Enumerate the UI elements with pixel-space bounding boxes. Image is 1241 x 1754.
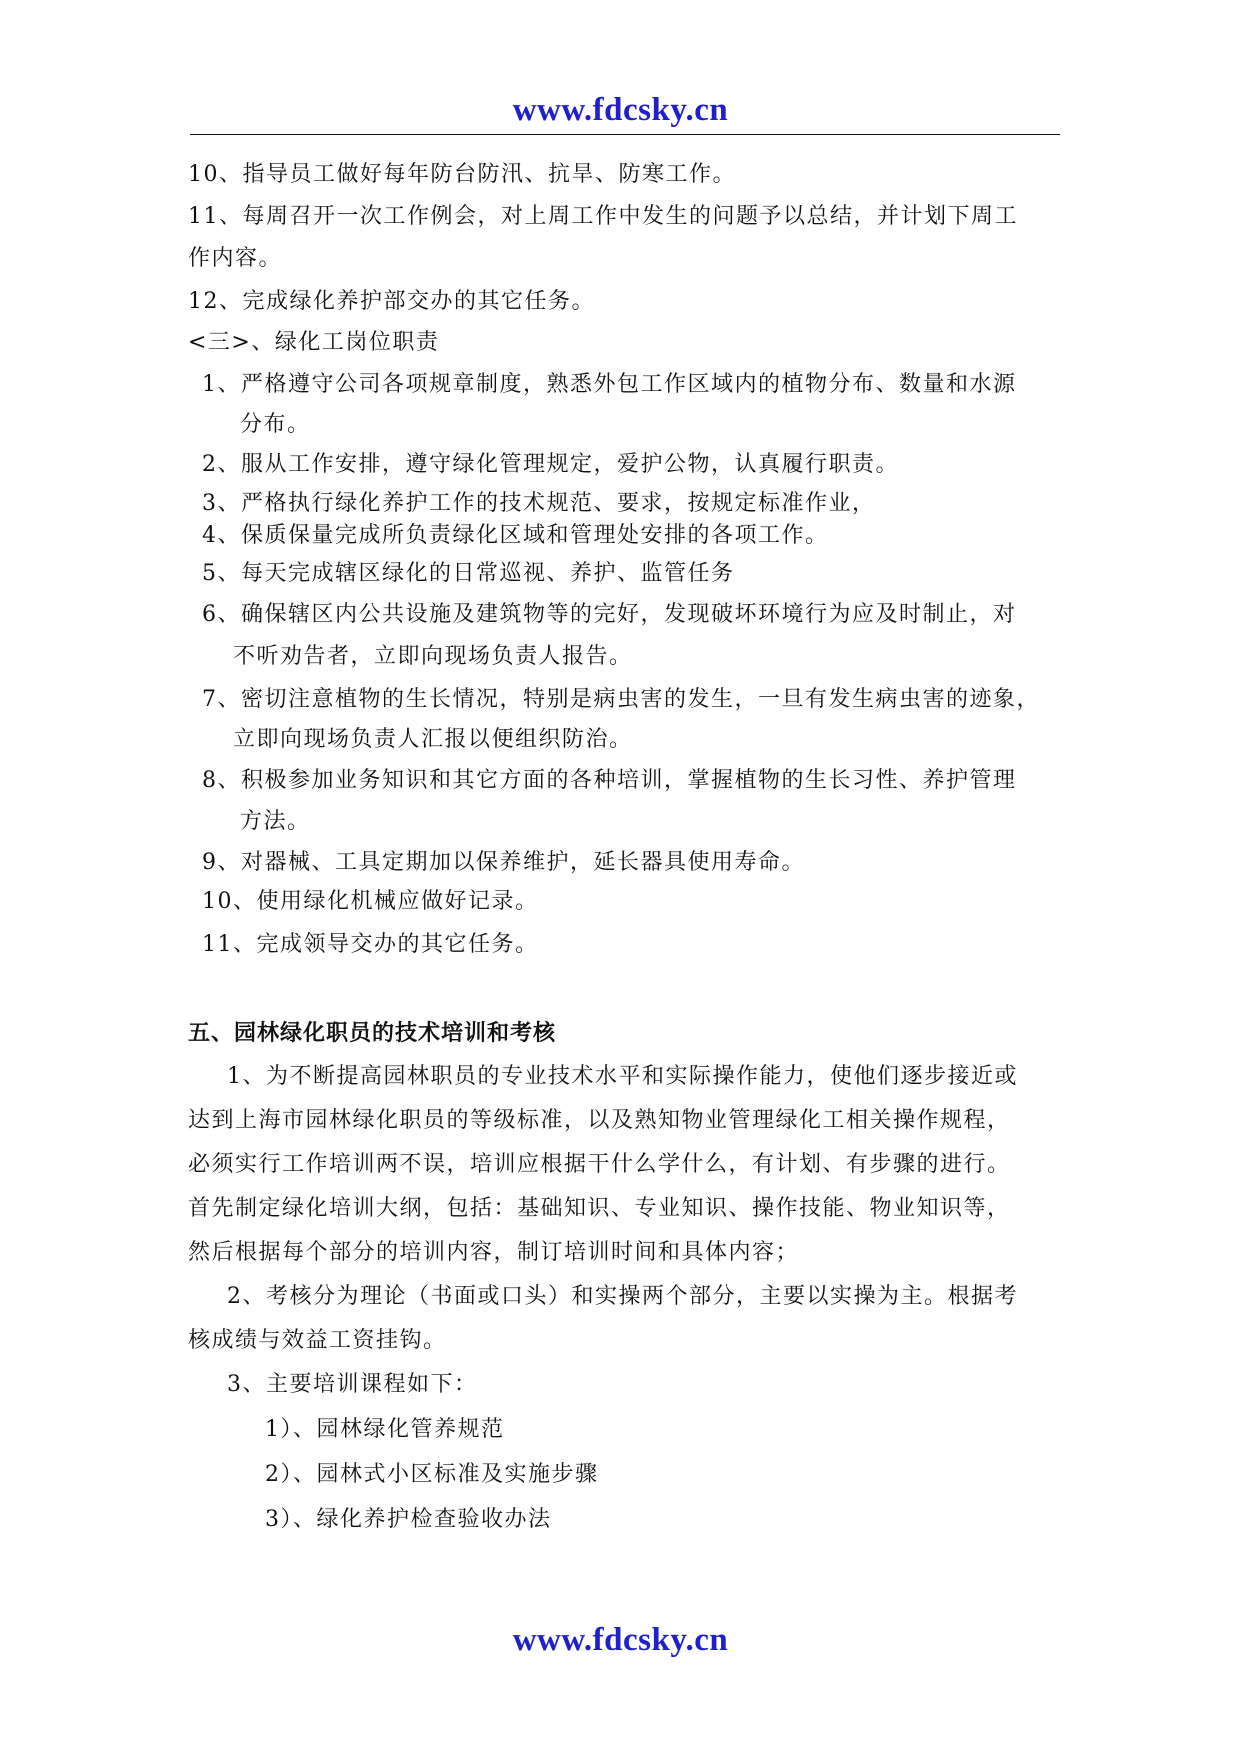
header-site-link[interactable]: www.fdcsky.cn <box>512 92 729 128</box>
course-item: 2）、园林式小区标准及实施步骤 <box>265 1462 599 1487</box>
paragraph-line: 达到上海市园林绿化职员的等级标准，以及熟知物业管理绿化工相关操作规程， <box>188 1108 1011 1133</box>
list-item: 2、服从工作安排，遵守绿化管理规定，爱护公物，认真履行职责。 <box>202 452 899 477</box>
list-item: 3、严格执行绿化养护工作的技术规范、要求，按规定标准作业， <box>202 491 876 516</box>
paragraph-line: 必须实行工作培训两不误，培训应根据干什么学什么，有计划、有步骤的进行。 <box>188 1152 1011 1177</box>
course-item: 1）、园林绿化管养规范 <box>265 1417 505 1442</box>
list-item: 7、密切注意植物的生长情况，特别是病虫害的发生，一旦有发生病虫害的迹象， <box>202 687 1040 712</box>
list-item-continuation: 作内容。 <box>188 246 283 271</box>
list-item: 4、保质保量完成所负责绿化区域和管理处安排的各项工作。 <box>202 523 829 548</box>
paragraph-line: 3、主要培训课程如下： <box>227 1372 478 1397</box>
course-item: 3）、绿化养护检查验收办法 <box>265 1507 552 1532</box>
list-item: 9、对器械、工具定期加以保养维护，延长器具使用寿命。 <box>202 850 805 875</box>
list-item: 12、完成绿化养护部交办的其它任务。 <box>188 289 595 314</box>
list-item: 11、每周召开一次工作例会，对上周工作中发生的问题予以总结，并计划下周工 <box>188 204 1018 229</box>
list-item-continuation: 不听劝告者，立即向现场负责人报告。 <box>233 644 633 669</box>
list-item: 10、指导员工做好每年防台防汛、抗旱、防寒工作。 <box>188 162 736 187</box>
paragraph-line: 2、考核分为理论（书面或口头）和实操两个部分，主要以实操为主。根据考 <box>227 1284 1018 1309</box>
section-heading: 五、园林绿化职员的技术培训和考核 <box>188 1020 557 1046</box>
paragraph-line: 核成绩与效益工资挂钩。 <box>188 1328 447 1353</box>
header-divider <box>190 134 1060 135</box>
list-item: 11、完成领导交办的其它任务。 <box>202 932 539 957</box>
list-item-continuation: 方法。 <box>240 809 311 834</box>
list-item-continuation: 立即向现场负责人汇报以便组织防治。 <box>233 727 633 752</box>
list-item: 1、严格遵守公司各项规章制度，熟悉外包工作区域内的植物分布、数量和水源 <box>202 372 1017 397</box>
paragraph-line: 1、为不断提高园林职员的专业技术水平和实际操作能力，使他们逐步接近或 <box>227 1064 1018 1089</box>
list-item: 10、使用绿化机械应做好记录。 <box>202 889 539 914</box>
list-item: 5、每天完成辖区绿化的日常巡视、养护、监管任务 <box>202 561 735 586</box>
footer-site-link[interactable]: www.fdcsky.cn <box>512 1622 729 1658</box>
section-subheading: <三>、绿化工岗位职责 <box>188 330 440 355</box>
paragraph-line: 首先制定绿化培训大纲，包括：基础知识、专业知识、操作技能、物业知识等， <box>188 1196 1011 1221</box>
list-item: 6、确保辖区内公共设施及建筑物等的完好，发现破坏环境行为应及时制止，对 <box>202 602 1017 627</box>
list-item: 8、积极参加业务知识和其它方面的各种培训，掌握植物的生长习性、养护管理 <box>202 768 1017 793</box>
list-item-continuation: 分布。 <box>240 412 311 437</box>
paragraph-line: 然后根据每个部分的培训内容，制订培训时间和具体内容； <box>188 1240 800 1265</box>
